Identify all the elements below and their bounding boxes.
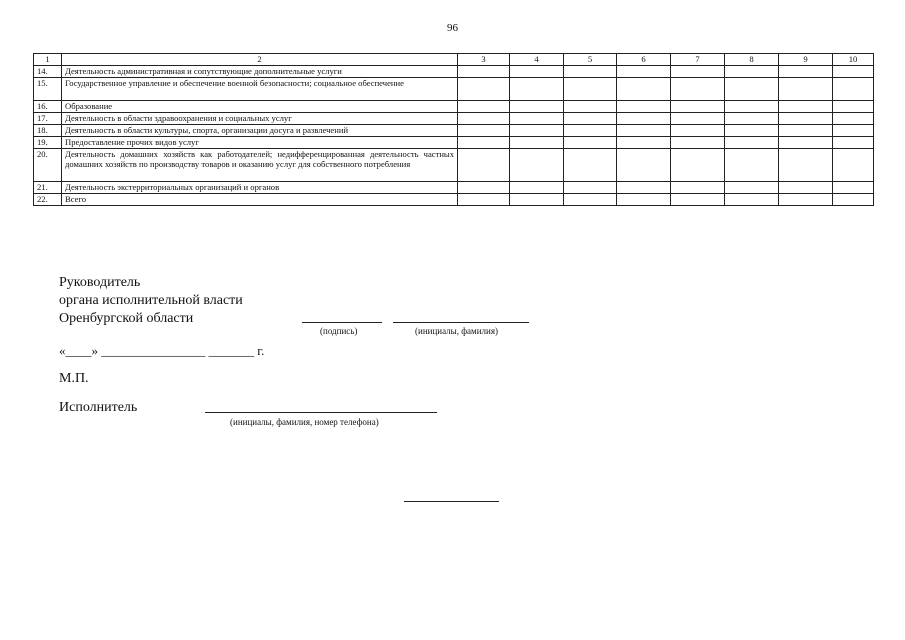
column-header: 7 <box>671 54 725 66</box>
value-cell[interactable] <box>510 101 564 113</box>
value-cell[interactable] <box>458 113 510 125</box>
value-cell[interactable] <box>617 66 671 78</box>
value-cell[interactable] <box>833 66 874 78</box>
column-header: 4 <box>510 54 564 66</box>
value-cell[interactable] <box>564 125 617 137</box>
row-description: Предоставление прочих видов услуг <box>62 137 458 149</box>
value-cell[interactable] <box>564 149 617 182</box>
value-cell[interactable] <box>671 182 725 194</box>
name-caption: (инициалы, фамилия) <box>415 326 498 336</box>
executor-label: Исполнитель <box>59 400 138 415</box>
value-cell[interactable] <box>510 149 564 182</box>
row-number: 17. <box>34 113 62 125</box>
value-cell[interactable] <box>671 113 725 125</box>
value-cell[interactable] <box>779 125 833 137</box>
value-cell[interactable] <box>833 182 874 194</box>
value-cell[interactable] <box>510 194 564 206</box>
value-cell[interactable] <box>833 149 874 182</box>
row-description: Деятельность домашних хозяйств как работодателей; недифференцированная деятельность частных домашних хозяйств по производству товаров и оказанию услуг для собственного потребления <box>62 149 458 182</box>
value-cell[interactable] <box>779 137 833 149</box>
value-cell[interactable] <box>725 113 779 125</box>
value-cell[interactable] <box>458 125 510 137</box>
column-header: 10 <box>833 54 874 66</box>
value-cell[interactable] <box>458 78 510 101</box>
column-header: 8 <box>725 54 779 66</box>
value-cell[interactable] <box>617 137 671 149</box>
column-header: 6 <box>617 54 671 66</box>
value-cell[interactable] <box>564 137 617 149</box>
value-cell[interactable] <box>833 137 874 149</box>
value-cell[interactable] <box>725 125 779 137</box>
executor-line[interactable] <box>205 412 437 413</box>
value-cell[interactable] <box>510 113 564 125</box>
value-cell[interactable] <box>671 149 725 182</box>
table-header-row <box>34 54 874 66</box>
value-cell[interactable] <box>779 101 833 113</box>
value-cell[interactable] <box>510 66 564 78</box>
table-row <box>34 182 874 194</box>
value-cell[interactable] <box>671 66 725 78</box>
value-cell[interactable] <box>779 182 833 194</box>
value-cell[interactable] <box>564 78 617 101</box>
value-cell[interactable] <box>564 101 617 113</box>
value-cell[interactable] <box>617 194 671 206</box>
value-cell[interactable] <box>458 101 510 113</box>
value-cell[interactable] <box>458 149 510 182</box>
table-row <box>34 194 874 206</box>
row-number: 20. <box>34 149 62 182</box>
signature-title-2: органа исполнительной власти <box>59 293 243 308</box>
table-row <box>34 137 874 149</box>
signature-title-1: Руководитель <box>59 275 141 290</box>
row-number: 22. <box>34 194 62 206</box>
page-number: 96 <box>447 22 458 34</box>
value-cell[interactable] <box>564 113 617 125</box>
column-header: 2 <box>62 54 458 66</box>
value-cell[interactable] <box>725 66 779 78</box>
row-number: 19. <box>34 137 62 149</box>
row-description: Деятельность в области культуры, спорта, организации досуга и развлечений <box>62 125 458 137</box>
value-cell[interactable] <box>617 125 671 137</box>
data-table <box>33 53 874 206</box>
value-cell[interactable] <box>725 194 779 206</box>
value-cell[interactable] <box>671 101 725 113</box>
value-cell[interactable] <box>779 194 833 206</box>
row-description: Государственное управление и обеспечение военной безопасности; социальное обеспечение <box>62 78 458 101</box>
row-number: 18. <box>34 125 62 137</box>
column-header: 9 <box>779 54 833 66</box>
value-cell[interactable] <box>725 182 779 194</box>
table-row <box>34 66 874 78</box>
value-cell[interactable] <box>779 149 833 182</box>
bottom-rule <box>404 501 499 502</box>
row-number: 21. <box>34 182 62 194</box>
table-row <box>34 125 874 137</box>
column-header: 1 <box>34 54 62 66</box>
value-cell[interactable] <box>510 182 564 194</box>
date-field[interactable]: «____» ________________ _______ г. <box>59 343 265 358</box>
value-cell[interactable] <box>617 149 671 182</box>
value-cell[interactable] <box>510 125 564 137</box>
value-cell[interactable] <box>833 78 874 101</box>
value-cell[interactable] <box>458 194 510 206</box>
table-row <box>34 113 874 125</box>
signature-line[interactable] <box>302 322 382 323</box>
table-row <box>34 149 874 182</box>
value-cell[interactable] <box>833 101 874 113</box>
value-cell[interactable] <box>671 125 725 137</box>
value-cell[interactable] <box>779 78 833 101</box>
value-cell[interactable] <box>779 66 833 78</box>
table-row <box>34 101 874 113</box>
value-cell[interactable] <box>617 182 671 194</box>
row-description: Деятельность административная и сопутствующие дополнительные услуги <box>62 66 458 78</box>
value-cell[interactable] <box>779 113 833 125</box>
value-cell[interactable] <box>458 66 510 78</box>
value-cell[interactable] <box>725 78 779 101</box>
value-cell[interactable] <box>671 78 725 101</box>
value-cell[interactable] <box>725 137 779 149</box>
value-cell[interactable] <box>725 101 779 113</box>
signature-title-3: Оренбургской области <box>59 311 194 326</box>
value-cell[interactable] <box>833 113 874 125</box>
row-number: 14. <box>34 66 62 78</box>
value-cell[interactable] <box>617 113 671 125</box>
value-cell[interactable] <box>564 66 617 78</box>
column-header: 3 <box>458 54 510 66</box>
value-cell[interactable] <box>671 137 725 149</box>
value-cell[interactable] <box>564 194 617 206</box>
executor-caption: (инициалы, фамилия, номер телефона) <box>230 417 379 427</box>
row-description: Деятельность в области здравоохранения и социальных услуг <box>62 113 458 125</box>
value-cell[interactable] <box>458 182 510 194</box>
value-cell[interactable] <box>617 78 671 101</box>
value-cell[interactable] <box>617 101 671 113</box>
row-number: 15. <box>34 78 62 101</box>
row-number: 16. <box>34 101 62 113</box>
stamp-label: М.П. <box>59 371 89 386</box>
signature-caption: (подпись) <box>320 326 358 336</box>
row-description: Образование <box>62 101 458 113</box>
row-description: Всего <box>62 194 458 206</box>
name-line[interactable] <box>393 322 529 323</box>
value-cell[interactable] <box>458 137 510 149</box>
table-row <box>34 78 874 101</box>
value-cell[interactable] <box>833 125 874 137</box>
column-header: 5 <box>564 54 617 66</box>
value-cell[interactable] <box>564 182 617 194</box>
row-description: Деятельность экстерриториальных организаций и органов <box>62 182 458 194</box>
value-cell[interactable] <box>510 137 564 149</box>
value-cell[interactable] <box>510 78 564 101</box>
value-cell[interactable] <box>833 194 874 206</box>
value-cell[interactable] <box>725 149 779 182</box>
value-cell[interactable] <box>671 194 725 206</box>
